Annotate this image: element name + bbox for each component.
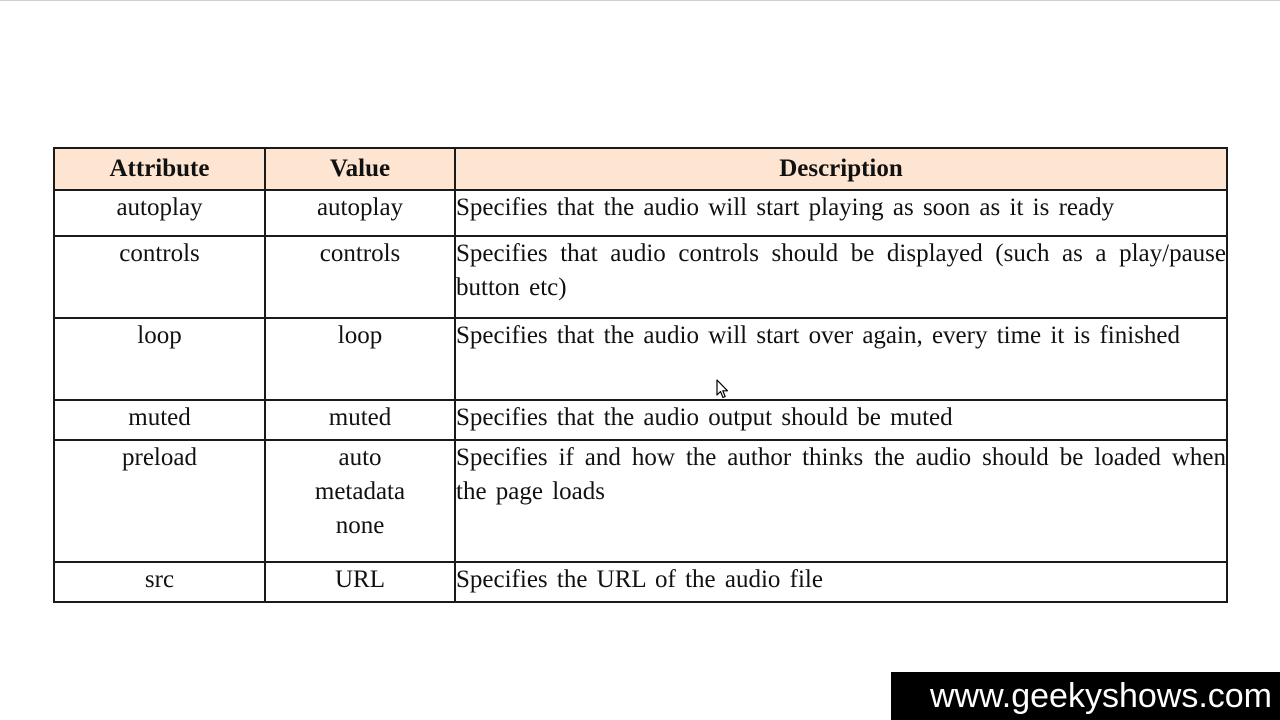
table-row — [54, 440, 1227, 562]
value-item: muted — [328, 404, 392, 431]
description-cell: Specifies the URL of the audio file — [455, 562, 1227, 602]
audio-attributes-table — [53, 147, 1228, 603]
header-description: Description — [455, 148, 1227, 190]
attribute-cell: src — [54, 562, 265, 602]
header-value: Value — [265, 148, 455, 190]
attribute-cell: autoplay — [54, 190, 265, 236]
description-cell: Specifies that audio controls should be displayed (such as a play/pause button etc) — [455, 236, 1227, 318]
value-cell — [265, 190, 455, 236]
table-row — [54, 236, 1227, 318]
value-cell — [265, 236, 455, 318]
value-item: controls — [319, 240, 401, 267]
description-cell: Specifies that the audio will start playing as soon as it is ready — [455, 190, 1227, 236]
value-item: none — [335, 512, 385, 539]
description-cell: Specifies if and how the author thinks the audio should be loaded when the page loads — [455, 440, 1227, 562]
table-row — [54, 400, 1227, 440]
attribute-cell: preload — [54, 440, 265, 562]
value-cell — [265, 562, 455, 602]
attribute-cell: controls — [54, 236, 265, 318]
value-item: autoplay — [316, 194, 404, 221]
table-row — [54, 190, 1227, 236]
table-row — [54, 562, 1227, 602]
table-header-row — [54, 148, 1227, 190]
header-attribute: Attribute — [54, 148, 265, 190]
mouse-pointer-icon — [716, 379, 730, 399]
watermark-text: www.geekyshows.com — [929, 677, 1272, 715]
value-item: loop — [337, 322, 383, 349]
attribute-cell: muted — [54, 400, 265, 440]
watermark-banner — [891, 672, 1280, 720]
table-row — [54, 318, 1227, 400]
value-cell — [265, 400, 455, 440]
attribute-cell: loop — [54, 318, 265, 400]
value-item: metadata — [314, 478, 406, 505]
value-cell — [265, 318, 455, 400]
value-item: auto — [338, 444, 382, 471]
description-cell: Specifies that the audio will start over again, every time it is finished — [455, 318, 1227, 400]
value-cell — [265, 440, 455, 562]
value-item: URL — [335, 566, 385, 593]
description-cell: Specifies that the audio output should be muted — [455, 400, 1227, 440]
